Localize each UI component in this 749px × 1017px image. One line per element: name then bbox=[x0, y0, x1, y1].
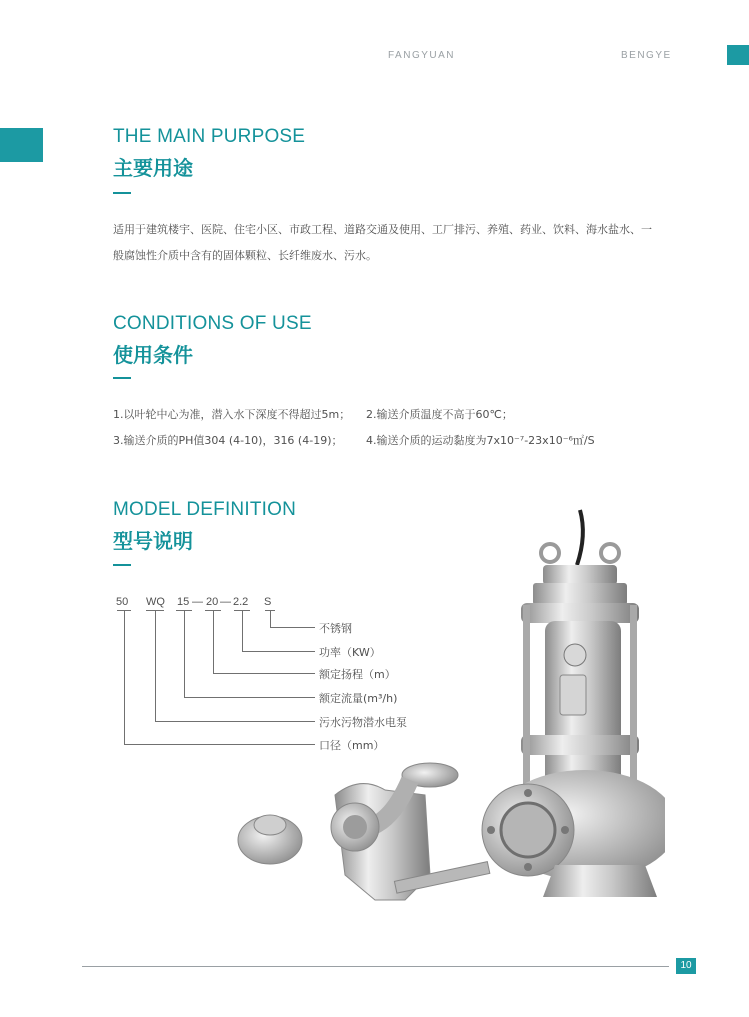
corner-tab bbox=[727, 45, 749, 65]
conditions-divider bbox=[113, 377, 131, 379]
purpose-line-2: 般腐蚀性介质中含有的固体颗粒、长纤维废水、污水。 bbox=[113, 249, 377, 262]
purpose-paragraph bbox=[113, 217, 653, 269]
code-diameter: 50 bbox=[116, 596, 129, 608]
model-divider bbox=[113, 564, 131, 566]
purpose-title-en: THE MAIN PURPOSE bbox=[113, 126, 306, 147]
conditions-title-cn: 使用条件 bbox=[113, 343, 193, 367]
code-material: S bbox=[264, 596, 272, 608]
code-sep-1: — bbox=[192, 596, 203, 608]
condition-item-2: 2.输送介质温度不高于60℃； bbox=[366, 408, 513, 421]
footer-rule bbox=[82, 966, 669, 967]
conditions-title-en: CONDITIONS OF USE bbox=[113, 313, 312, 334]
model-title-en: MODEL DEFINITION bbox=[113, 499, 297, 520]
code-sep-2: — bbox=[220, 596, 231, 608]
condition-item-1: 1.以叶轮中心为准，潜入水下深度不得超过5m； bbox=[113, 408, 351, 421]
code-flow: 15 bbox=[177, 596, 190, 608]
page-number: 10 bbox=[676, 958, 696, 974]
label-pump-type: 污水污物潜水电泵 bbox=[319, 716, 407, 729]
condition-item-4: 4.输送介质的运动黏度为7x10⁻⁷-23x10⁻⁶㎡/S bbox=[366, 434, 595, 447]
condition-item-3: 3.输送介质的PH值304 (4-10)，316 (4-19)； bbox=[113, 434, 343, 447]
purpose-title-cn: 主要用途 bbox=[113, 156, 193, 180]
purpose-line-1: 适用于建筑楼宇、医院、住宅小区、市政工程、道路交通及使用、工厂排污、养殖、药业、饮料、海水盐水、一 bbox=[113, 223, 652, 236]
side-accent-block bbox=[0, 128, 43, 162]
label-diameter: 口径（mm） bbox=[319, 739, 385, 752]
label-flow: 额定流量(m³/h) bbox=[319, 692, 398, 705]
header-brand-left: FANGYUAN bbox=[388, 50, 456, 61]
pump-product-image bbox=[225, 505, 665, 915]
header-brand-right: BENGYE bbox=[621, 50, 672, 61]
code-head: 20 bbox=[206, 596, 219, 608]
code-power: 2.2 bbox=[233, 596, 249, 608]
label-material: 不锈钢 bbox=[319, 622, 352, 635]
purpose-divider bbox=[113, 192, 131, 194]
model-title-cn: 型号说明 bbox=[113, 529, 193, 553]
code-type: WQ bbox=[146, 596, 165, 608]
label-head: 额定扬程（m） bbox=[319, 668, 396, 681]
label-power: 功率（KW） bbox=[319, 646, 381, 659]
